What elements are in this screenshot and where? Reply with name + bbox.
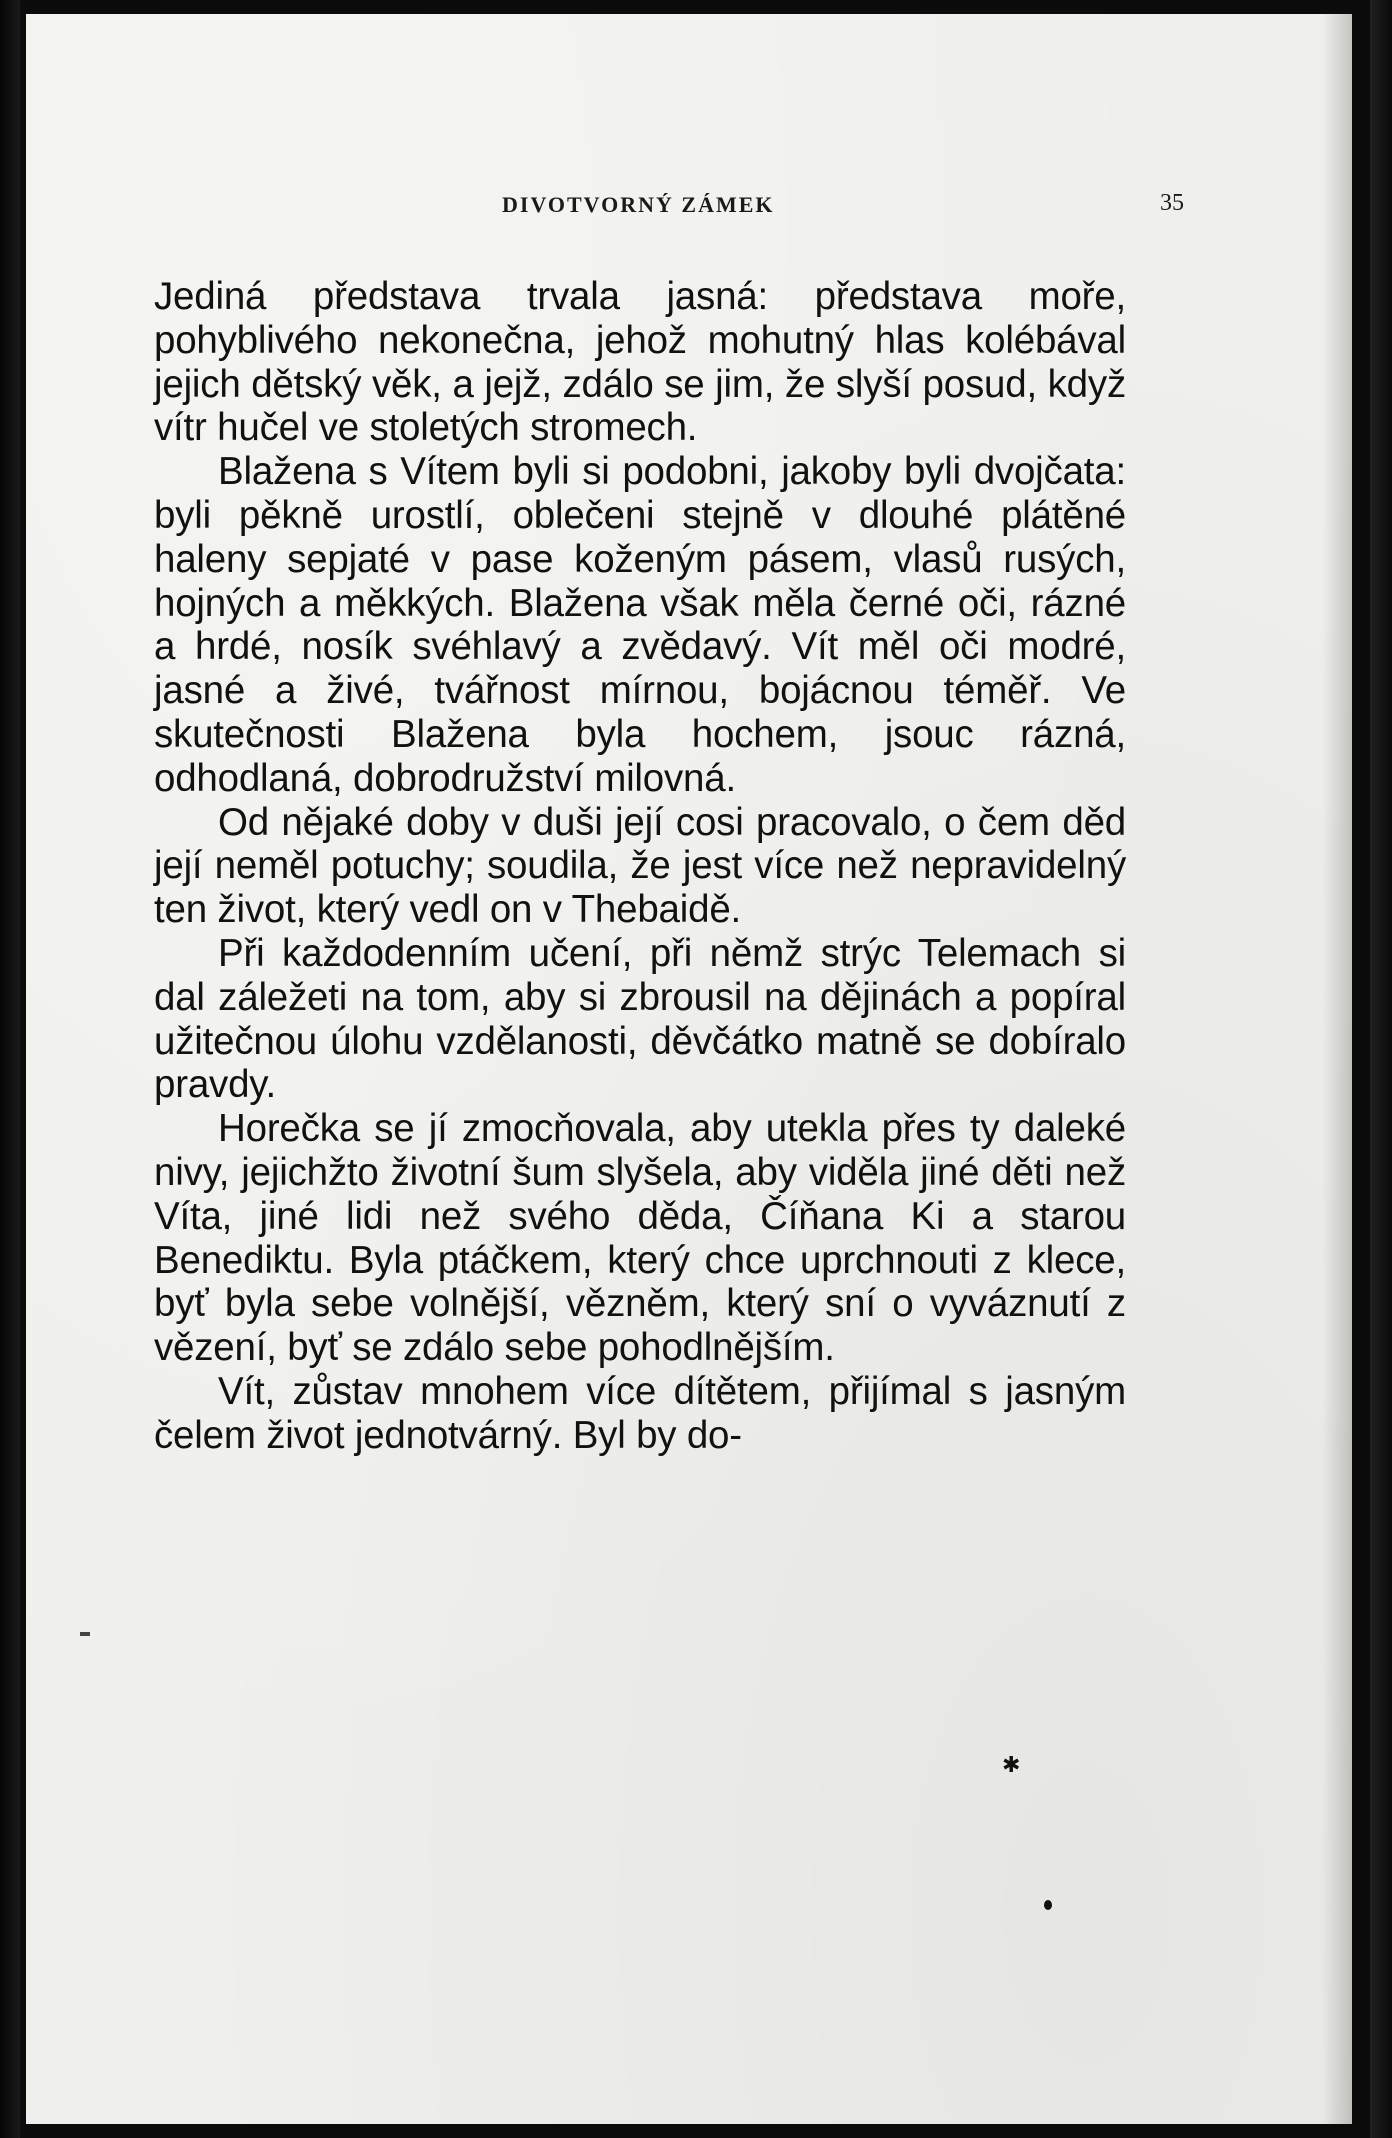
body-text bbox=[154, 275, 1126, 1458]
page-number: 35 bbox=[1160, 190, 1184, 216]
paragraph-4: Při každodenním učení, při němž strýc Telemach si dal záležeti na tom, aby si zbrousil na dějinách a popíral užitečnou úlohu vzdělanosti, děvčátko matně se dobíralo pravdy. bbox=[154, 931, 1126, 1107]
paragraph-5: Horečka se jí zmocňovala, aby utekla přes ty daleké nivy, jejichžto životní šum slyšela, aby viděla jiné děti než Víta, jiné lidi než svého děda, Číňana Ki a starou Benediktu. Byla ptáčkem, který chce uprchnouti z klece, byť byla sebe volnější, vězněm, který sní o vyváznutí z vězení, byť se zdálo sebe pohodlnějším. bbox=[154, 1107, 1126, 1370]
running-title: DIVOTVORNÝ ZÁMEK bbox=[502, 192, 775, 217]
page-shadow bbox=[1322, 14, 1352, 2124]
scan-edge-left bbox=[0, 0, 20, 2138]
page-header bbox=[154, 186, 1184, 226]
scan-edge-right bbox=[1370, 0, 1392, 2138]
paragraph-3: Od nějaké doby v duši její cosi pracovalo, o čem děd její neměl potuchy; soudila, že jest více než nepravidelný ten život, který vedl on v Thebaidě. bbox=[154, 800, 1126, 932]
ink-speck-dash bbox=[80, 1632, 90, 1636]
ink-speck-star: ✱ bbox=[1002, 1753, 1021, 1778]
paragraph-2: Blažena s Vítem byli si podobni, jakoby byli dvojčata: byli pěkně urostlí, oblečeni stejně v dlouhé plátěné haleny sepjaté v pase koženým pásem, vlasů rusých, hojných a měkkých. Blažena však měla černé oči, rázné a hrdé, nosík svéhlavý a zvědavý. Vít měl oči modré, jasné a živé, tvářnost mírnou, bojácnou téměř. Ve skutečnosti Blažena byla hochem, jsouc rázná, odhodlaná, dobrodružství milovná. bbox=[154, 450, 1126, 800]
paragraph-1: Jediná představa trvala jasná: představa moře, pohyblivého nekonečna, jehož mohutný hlas kolébával jejich dětský věk, a jejž, zdálo se jim, že slyší posud, když vítr hučel ve stoletých stromech. bbox=[154, 275, 1126, 450]
ink-speck-dot bbox=[1044, 1900, 1052, 1910]
paragraph-6: Vít, zůstav mnohem více dítětem, přijímal s jasným čelem život jednotvárný. Byl by do- bbox=[154, 1369, 1126, 1457]
